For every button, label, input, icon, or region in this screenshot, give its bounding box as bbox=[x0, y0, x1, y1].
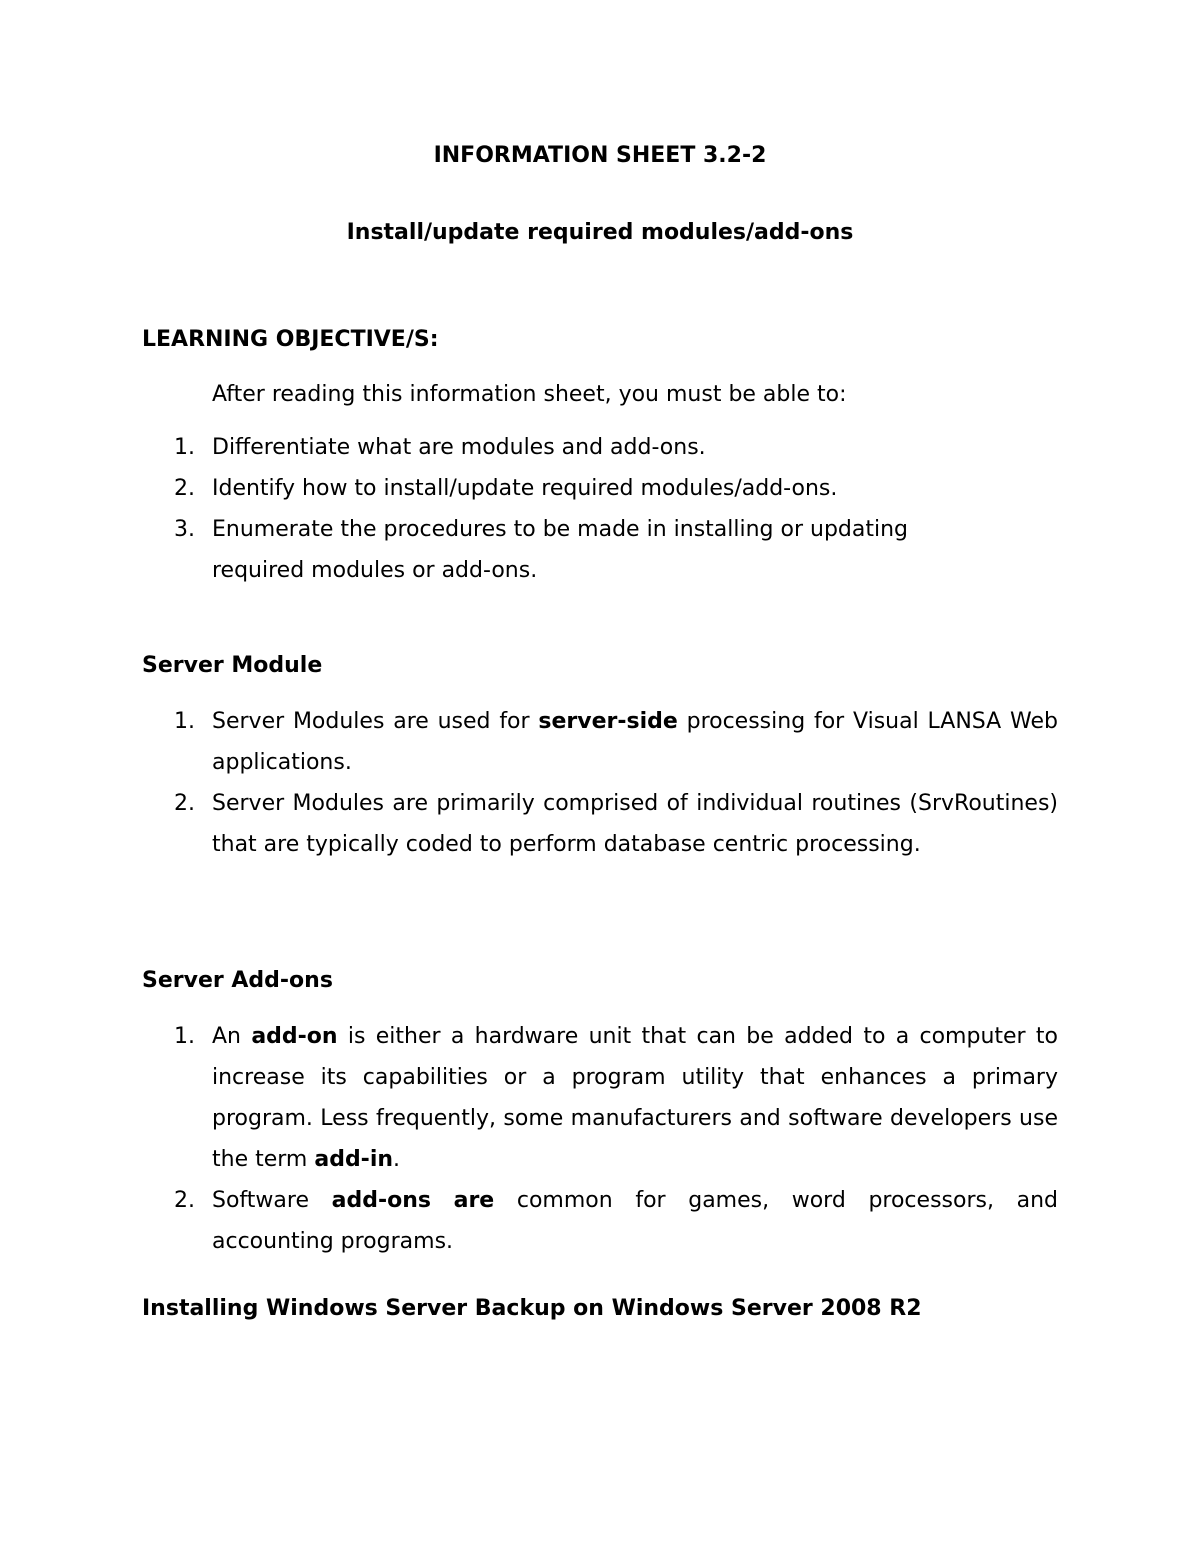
server-module-heading: Server Module bbox=[142, 653, 323, 678]
text-run: . bbox=[393, 1147, 401, 1172]
learning-objectives-heading: LEARNING OBJECTIVE/S: bbox=[142, 327, 439, 352]
text-run: is either a hardware unit that can be added to a computer to increase its capabilities or a program utility that enhances a primary program. Less frequently, some manufacturers and software developers use the term bbox=[212, 1024, 1058, 1172]
learning-intro: After reading this information sheet, you must be able to: bbox=[212, 382, 847, 407]
bold-term: add-in bbox=[314, 1147, 394, 1172]
list-item bbox=[0, 1016, 1200, 1180]
list-number: 3. bbox=[174, 517, 195, 542]
list-item bbox=[0, 783, 1200, 865]
list-item-text: Differentiate what are modules and add-ons. bbox=[212, 435, 706, 460]
list-item bbox=[0, 427, 1200, 468]
text-run: Software bbox=[212, 1188, 332, 1213]
document-title: INFORMATION SHEET 3.2-2 bbox=[433, 143, 767, 168]
list-item-text bbox=[212, 1016, 1058, 1180]
list-number: 2. bbox=[174, 1188, 195, 1213]
windows-server-backup-heading: Installing Windows Server Backup on Windows Server 2008 R2 bbox=[142, 1296, 922, 1321]
bold-term: add-ons bbox=[331, 1188, 431, 1213]
bold-term: server-side bbox=[538, 709, 678, 734]
list-item-text bbox=[212, 701, 1058, 783]
list-number: 1. bbox=[174, 1024, 195, 1049]
learning-objectives-list bbox=[0, 427, 1200, 591]
bold-term: are bbox=[453, 1188, 495, 1213]
text-run: Server Modules are used for bbox=[212, 709, 539, 734]
list-item-text bbox=[212, 1180, 1058, 1262]
list-item-text-line-2: required modules or add-ons. bbox=[212, 558, 538, 583]
server-module-list bbox=[0, 701, 1200, 865]
list-number: 1. bbox=[174, 709, 195, 734]
server-addons-heading: Server Add-ons bbox=[142, 968, 333, 993]
bold-term: add-on bbox=[251, 1024, 338, 1049]
list-item bbox=[0, 468, 1200, 509]
list-item bbox=[0, 1180, 1200, 1262]
list-number: 1. bbox=[174, 435, 195, 460]
list-item bbox=[0, 509, 1200, 591]
server-addons-list bbox=[0, 1016, 1200, 1262]
list-item-text: Server Modules are primarily comprised of individual routines (SrvRoutines) that are typically coded to perform database centric processing. bbox=[212, 791, 1058, 857]
list-number: 2. bbox=[174, 791, 195, 816]
list-item-text: Identify how to install/update required modules/add-ons. bbox=[212, 476, 838, 501]
text-run: common for games, word processors, and accounting programs. bbox=[212, 1188, 1058, 1254]
text-run: An bbox=[212, 1024, 252, 1049]
text-run: processing for Visual LANSA Web applications. bbox=[212, 709, 1058, 775]
list-item-text-line-1: Enumerate the procedures to be made in installing or updating bbox=[212, 517, 908, 542]
list-number: 2. bbox=[174, 476, 195, 501]
document-subtitle: Install/update required modules/add-ons bbox=[346, 220, 854, 245]
list-item bbox=[0, 701, 1200, 783]
